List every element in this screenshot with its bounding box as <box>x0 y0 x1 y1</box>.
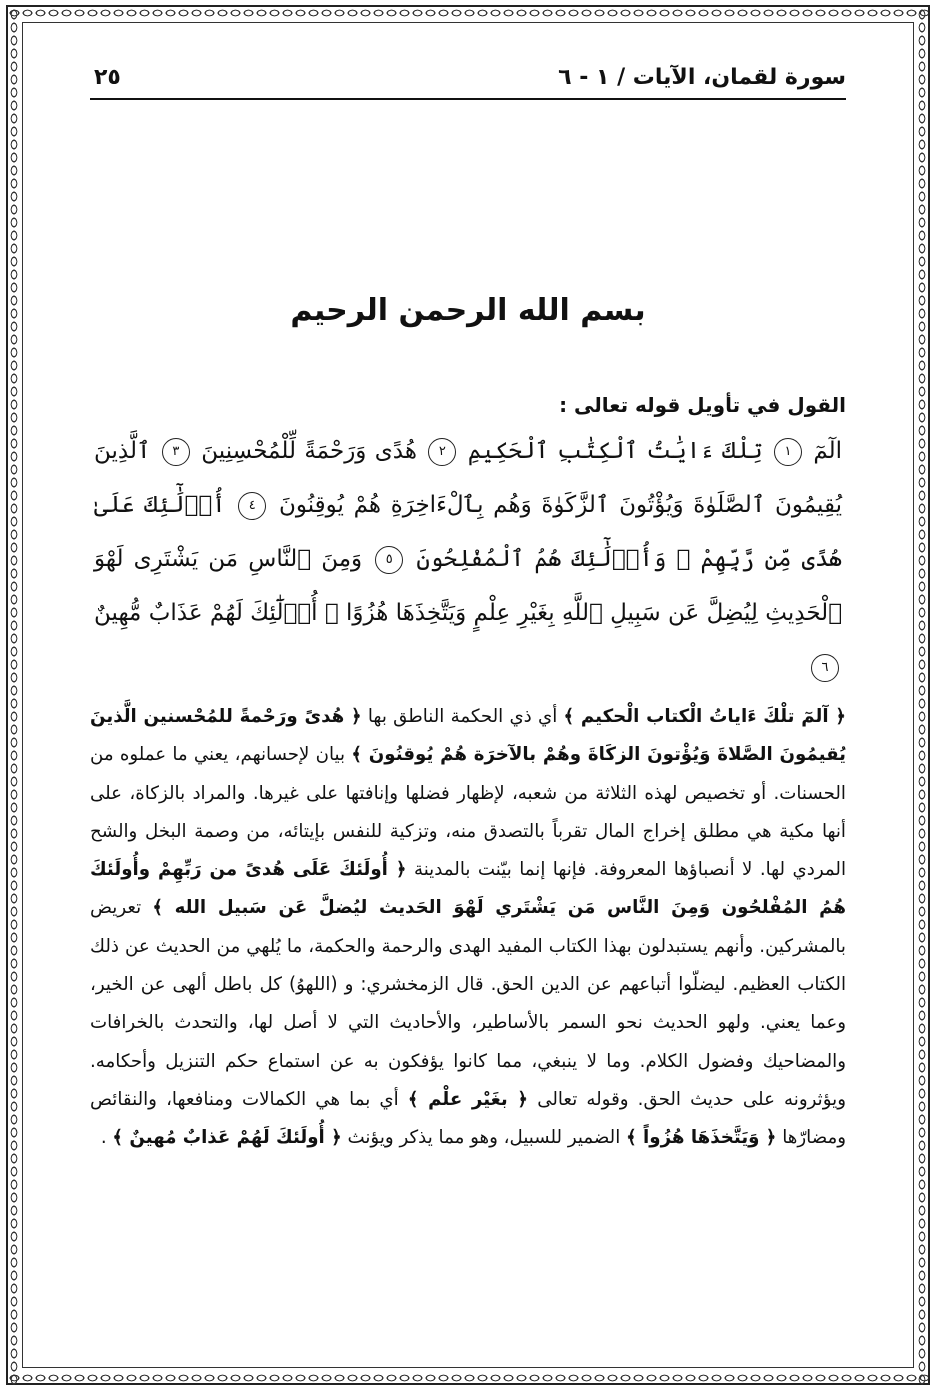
commentary-text: أي ذي الحكمة الناطق بها <box>361 706 564 727</box>
verse-text: الٓمٓ <box>813 438 843 464</box>
ayah-number-marker: ٢ <box>428 438 456 466</box>
commentary-text: بيان لإحسانهم، يعني ما عملوه من الحسنات. أو تخصيص لهذه الثلاثة من شعبه، لإظهار فضلها وإنافتها على غيرها. والمراد بالزكاة، على أنها مكية هي مطلق إخراج المال تقرباً بالتصدق منه، وتزكية للنفس بإيتائه، من وصمة البخل والشح المردي لها. لا أنصباؤها المعروفة. فإنها إنما بيّنت بالمدينة <box>90 744 846 881</box>
verse-text: وَمِنَ ٱلنَّاسِ مَن يَشْتَرِى لَهْوَ ٱلْحَدِيثِ لِيُضِلَّ عَن سَبِيلِ ٱللَّهِ بِغَيْرِ عِلْمٍ وَيَتَّخِذَهَا هُزُوًا ۚ أُو۟لَٰٓئِكَ لَهُمْ عَذَابٌ مُّهِينٌ <box>94 546 842 626</box>
quoted-verse: ﴿ أُولَئكَ لَهُمْ عَذابٌ مُهينٌ ﴾ <box>112 1127 342 1149</box>
ornamental-border-top <box>8 7 928 19</box>
page-number: ٢٥ <box>94 65 121 90</box>
section-heading: القول في تأويل قوله تعالى : <box>559 393 846 417</box>
verse-text: ٱلَّذِينَ يُقِيمُونَ ٱلصَّلَوٰةَ وَيُؤْتُونَ ٱلزَّكَوٰةَ وَهُم بِٱلْءَاخِرَةِ هُمْ يُوقِنُونَ <box>94 438 842 518</box>
ayah-number-marker: ٥ <box>375 546 403 574</box>
ornamental-border-bottom <box>8 1372 928 1384</box>
ayah-number-marker: ٦ <box>811 654 839 682</box>
quoted-verse: ﴿ أُولَئكَ عَلَى هُدىً من رَبِّهِمْ وأُولَئكَ هُمُ المُفْلحُون وَمِنَ النَّاس مَن يَشْتَري لَهْوَ الحَديث ليُضلَّ عَن سَبيل الله ﴾ <box>90 859 846 919</box>
verse-text: أُو۟لَٰٓئِكَ عَلَىٰ هُدًى مِّن رَّبِّهِمْ ۖ وَأُو۟لَٰٓئِكَ هُمُ ٱلْمُفْلِحُونَ <box>94 492 842 572</box>
ornamental-border-left <box>8 8 20 1385</box>
verse-text: تِلْكَ ءَايَٰتُ ٱلْكِتَٰبِ ٱلْحَكِيمِ <box>467 438 763 464</box>
page-content <box>90 60 846 1158</box>
quoted-verse: ﴿ وَيَتَّخذَهَا هُزُواً ﴾ <box>626 1127 777 1149</box>
commentary-text: . <box>100 1127 113 1149</box>
header-title: سورة لقمان، الآيات / ١ - ٦ <box>558 65 846 90</box>
quoted-verse: ﴿ هُدىً ورَحْمةً للمُحْسنين الَّذينَ يُقيمُونَ الصَّلاةَ وَيُؤْتونَ الزكَاةَ وهُمْ بالآخرَة هُمْ يُوقنُونَ ﴾ <box>90 706 846 766</box>
quran-verses <box>90 424 846 694</box>
quoted-verse: ﴿ بغَيْر علْم ﴾ <box>407 1088 529 1110</box>
ayah-number-marker: ٣ <box>162 438 190 466</box>
ayah-number-marker: ٤ <box>238 492 266 520</box>
commentary-text: الضمير للسبيل، وهو مما يذكر ويؤنث <box>341 1127 627 1149</box>
running-header <box>90 60 846 100</box>
ayah-number-marker: ١ <box>774 438 802 466</box>
verse-text: هُدًى وَرَحْمَةً لِّلْمُحْسِنِينَ <box>201 438 418 464</box>
commentary-text: أي بما هي الكمالات ومنافعها، والنقائص ومضارّها <box>90 1088 846 1149</box>
quoted-verse: ﴿ آلمٓ تلْكَ ءَاياتُ الْكتاب الْحكيم ﴾ <box>563 706 847 727</box>
commentary-text: تعريض بالمشركين. وأنهم يستبدلون بهذا الكتاب المفيد الهدى والرحمة والحكمة، ما يُلهي من الحديث عن ذلك الكتاب العظيم. ليضلّوا أتباعهم عن الدين الحق. قال الزمخشري: و (اللهوُ) كل باطل ألهى عن الخير، وعما يعني. ولهو الحديث نحو السمر بالأساطير، والأحاديث التي لا أصل لها، والتحدث بالخرافات والمضاحيك وفضول الكلام. وما لا ينبغي، مما كانوا يؤفكون به عن استماع حكم التنزيل وأحكامه. ويؤثرونه على حديث الحق. وقوله تعالى <box>90 897 846 1110</box>
ornamental-border-right <box>916 8 928 1385</box>
basmala: بسم الله الرحمن الرحيم <box>290 293 646 328</box>
commentary-paragraph <box>90 698 846 1158</box>
